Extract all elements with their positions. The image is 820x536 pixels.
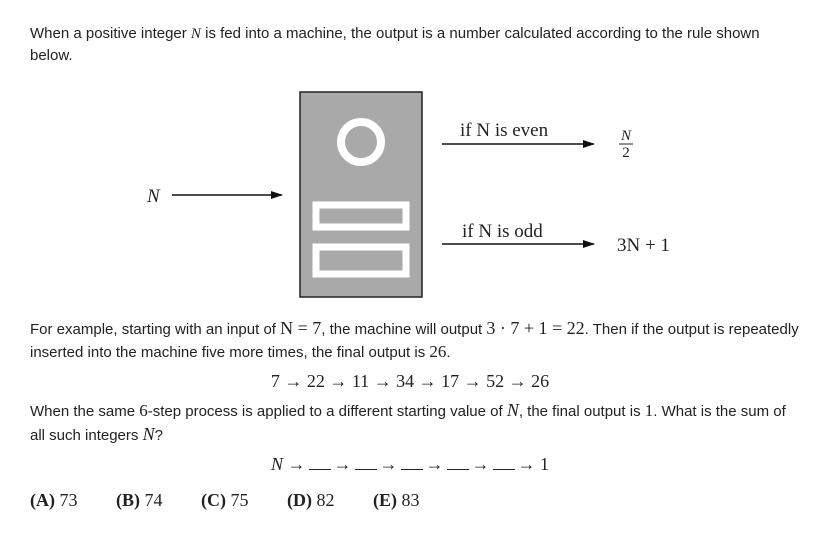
- example-paragraph: [30, 317, 800, 364]
- arrow: →: [425, 454, 444, 474]
- question-text: When the same: [30, 403, 140, 420]
- choice-d[interactable]: [287, 490, 335, 511]
- choice-value: 75: [230, 490, 249, 510]
- choice-value: 73: [59, 490, 78, 510]
- blank-sequence: [0, 454, 820, 475]
- input-label: N: [147, 186, 160, 207]
- choice-letter: (E): [373, 490, 397, 510]
- intro-text: When a positive integer: [30, 25, 191, 42]
- choice-letter: (C): [201, 490, 226, 510]
- choice-letter: (B): [116, 490, 140, 510]
- arrow: →: [333, 454, 352, 474]
- intro-text: is fed into a machine, the output is a number calculated according to the rule shown below.: [30, 25, 760, 64]
- math-variable: N: [506, 400, 519, 420]
- arrow: →: [517, 454, 536, 474]
- machine-box: [300, 92, 422, 297]
- question-text: -step process is applied to a different starting value of: [147, 403, 507, 420]
- even-output-numerator: N: [620, 128, 632, 144]
- choice-a[interactable]: [30, 490, 78, 511]
- machine-diagram: [0, 80, 820, 305]
- choice-letter: (D): [287, 490, 312, 510]
- math-expression: N = 7: [280, 318, 322, 338]
- blank-slot: [447, 455, 469, 470]
- arrow: →: [471, 454, 490, 474]
- question-text: , the final output is: [518, 403, 645, 420]
- even-condition-label: if N is even: [460, 120, 549, 141]
- question-text: ?: [154, 427, 163, 444]
- choice-value: 83: [401, 490, 420, 510]
- question-text: . What is the sum of all such integers: [30, 403, 786, 444]
- blank-slot: [309, 455, 331, 470]
- example-text: . Then if the output is repeatedly inserted into the machine five more times, the final output is: [30, 321, 799, 361]
- sequence-start: N: [270, 454, 283, 474]
- example-text: .: [446, 344, 451, 361]
- example-text: , the machine will output: [321, 321, 487, 338]
- odd-output: 3N + 1: [617, 235, 670, 256]
- choice-value: 74: [144, 490, 163, 510]
- blank-slot: [355, 455, 377, 470]
- math-expression: 26: [429, 342, 447, 361]
- blank-slot: [401, 455, 423, 470]
- example-sequence: 7 → 22 → 11 → 34 → 17 → 52 → 26: [270, 371, 550, 391]
- blank-slot: [493, 455, 515, 470]
- example-text: For example, starting with an input of: [30, 321, 281, 338]
- arrow: →: [287, 454, 306, 474]
- odd-condition-label: if N is odd: [462, 221, 543, 242]
- sequence-end: 1: [540, 454, 549, 474]
- math-expression: 3 · 7 + 1 = 22: [486, 318, 585, 338]
- choice-value: 82: [316, 490, 335, 510]
- choice-c[interactable]: [201, 490, 249, 511]
- choice-letter: (A): [30, 490, 55, 510]
- even-output-denominator: 2: [622, 145, 630, 161]
- math-variable: N: [142, 424, 155, 444]
- choice-e[interactable]: [373, 490, 420, 511]
- arrow: →: [379, 454, 398, 474]
- choice-b[interactable]: [116, 490, 163, 511]
- math-expression: 1: [644, 401, 654, 420]
- answer-choices: [30, 490, 454, 511]
- question-paragraph: [30, 399, 800, 447]
- math-expression: 6: [139, 401, 148, 420]
- math-variable: N: [190, 26, 201, 42]
- intro-paragraph: [30, 23, 800, 67]
